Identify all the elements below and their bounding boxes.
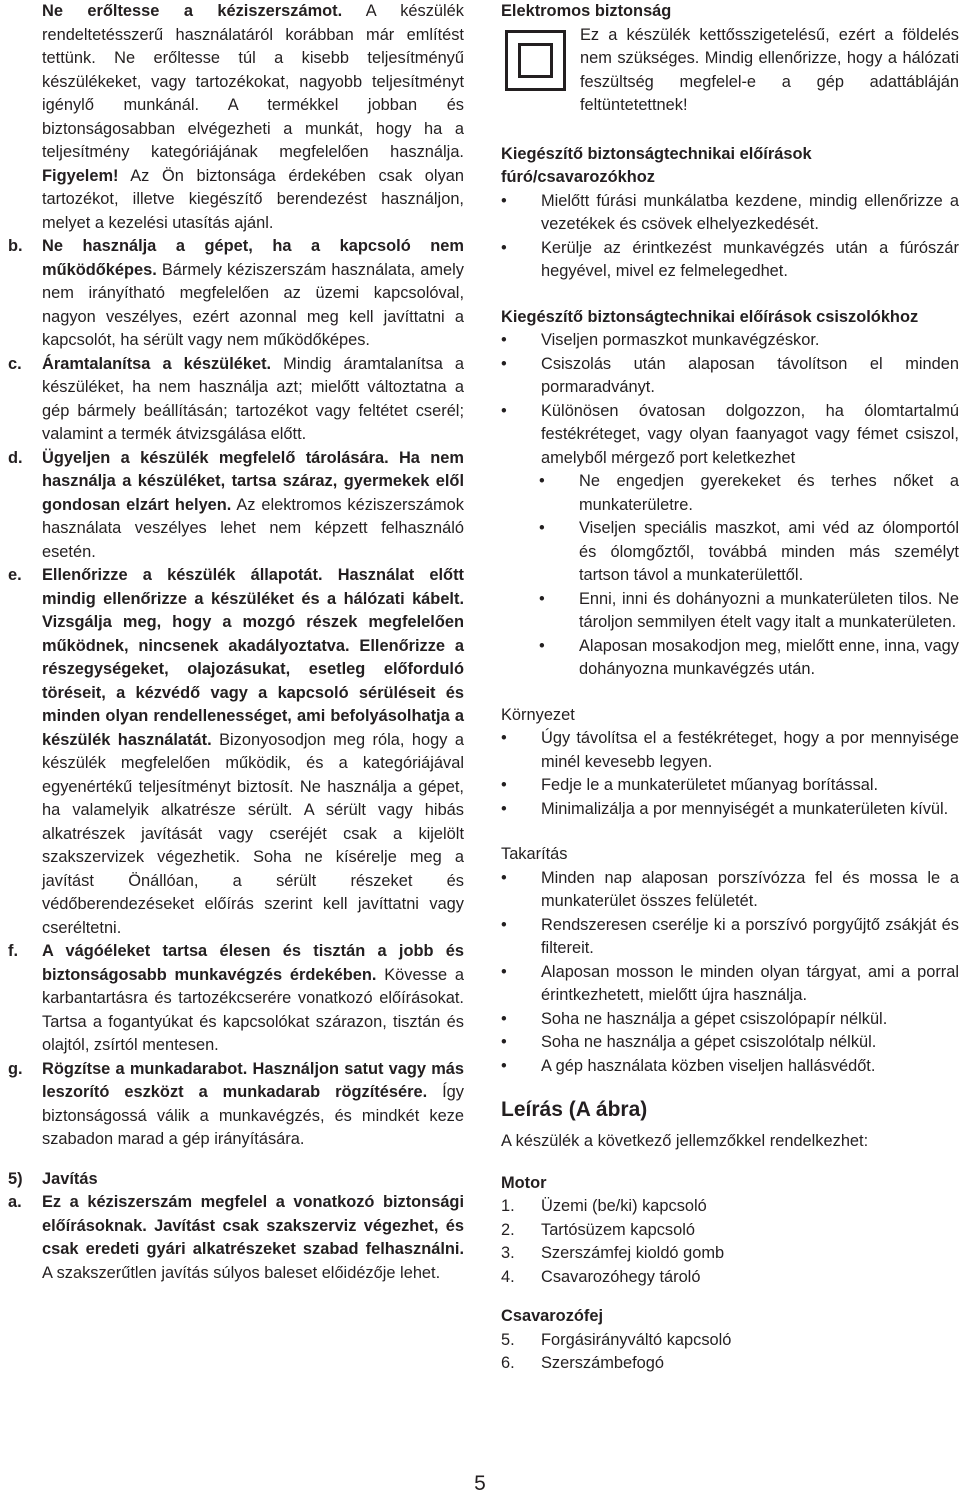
item-text: Bizonyosodjon meg róla, hogy a készülék megfelelően működik, és a kategóriájával egyenértékű teljesítményt biztosít. Ne használja a gépet, ha valamelyik alkatrésze sérült. A sérült vagy hibás alkatrészek javítását vagy cseréjét csak a kijelölt szakszervizek végezhetik. Soha ne kísérelje meg a javítást Önállóan, a sérült részeket és védőberendezéseket előírás szerint kell javíttatni vagy cseréltetni. [42,730,465,937]
list-item: • Alaposan mosakodjon meg, mielőtt enne, inna, vagy dohányozna munkavégzés után. [539,635,959,682]
item-text: Mindig áramtalanítsa a készüléket, ha nem használja azt; mielőtt változtatna a gép bármely beállításán; tartozékot vagy feltétet cserél; valamint a termék átvizsgálása előtt. [42,354,464,443]
list-item: • Mielőtt fúrási munkálatba kezdene, mindig ellenőrizze a vezetékek és csövek elhelyezkedését. [501,190,959,237]
list-item: • Soha ne használja a gépet csiszolótalp nélkül. [501,1031,959,1055]
list-item-e [8,564,464,940]
screwdriver-head-heading: Csavarozófej [501,1307,604,1325]
section-label: 5) [8,1169,23,1188]
item-bold: Ez a kéziszerszám megfelel a vonatkozó biztonsági előírásoknak. Javítást csak szakszerviz végezhet, és csak eredeti gyári alkatrészeket szabad felhasználni. [42,1193,464,1258]
item-bold: Rögzítse a munkadarabot. Használjon satut vagy más leszorító eszközt a munkadarab rögzítésére. [42,1059,464,1101]
page-number: 5 [474,1472,486,1495]
list-item: • Úgy távolítsa el a festékréteget, hogy a por mennyisége minél kevesebb legyen. [501,727,959,774]
list-item: 4. Csavarozóhegy tároló [501,1267,701,1286]
item-bold: Ügyeljen a készülék megfelelő tárolására. Ha nem használja a készüléket, tartsa száraz, gyermekek elől gondosan elzárt helyen. [42,448,464,514]
list-item: • Minimalizálja a por mennyiségét a munkaterületen kívül. [501,798,959,822]
list-item: • Soha ne használja a gépet csiszolópapír nélkül. [501,1008,959,1032]
environment-list [501,727,959,821]
section-heading-repair [8,1168,464,1192]
item-text: Kövesse a karbantartásra és tartozékcserére vonatkozó előírásokat. Tartsa a fogantyúkat és kapcsolókat szárazon, tisztán és olajtól, zsírtól mentesen. [42,965,464,1054]
list-item-g [8,1058,464,1152]
list-item: • Fedje le a munkaterületet műanyag borítással. [501,774,959,798]
item-label: g. [8,1059,23,1078]
list-item: • Különösen óvatosan dolgozzon, ha ólomtartalmú festékréteget, vagy olyan faanyagot vagy fémet csiszol, amelyből mérgező port keletkezhet [501,400,959,471]
list-item: • Ne engedjen gyerekeket és terhes nőket a munkaterületre. [539,470,959,517]
item-text: A szakszerűtlen javítás súlyos baleset előidézője lehet. [42,1263,441,1282]
list-item: • Minden nap alaposan porszívózza fel és mossa le a munkaterület összes felületét. [501,867,959,914]
description-intro: A készülék a következő jellemzőkkel rendelkezhet: [501,1132,869,1150]
item-bold: Áramtalanítsa a készüléket. [42,354,272,373]
cleaning-list [501,867,959,1079]
grinder-safety-list [501,329,959,470]
drill-safety-heading: Kiegészítő biztonságtechnikai előírások fúró/csavarozókhoz [501,144,812,186]
list-item: • Alaposan mosson le minden olyan tárgyat, ami a porral érintkezhetett, mielőtt újra használja. [501,961,959,1008]
item-bold: Ellenőrizze a készülék állapotát. Használat előtt mindig ellenőrizze a készüléket és a hálózati kábelt. Vizsgálja meg, hogy a mozgó részek megfelelően működnek, nincsenek akadályoztatva. Ellenőrizze a részegységeket, olajozásukat, esetleg előforduló töréseit, a kézvédő vagy a kapcsoló sérüléseit és minden olyan rendellenességet, ami befolyásolhatja a készülék használatát. [42,566,464,749]
cleaning-heading: Takarítás [501,845,568,863]
item-bold: A vágóéleket tartsa élesen és tisztán a jobb és biztonságosabb munkavégzés érdekében. [42,942,464,984]
list-item: 2. Tartósüzem kapcsoló [501,1220,695,1239]
intro-text-2: Az Ön biztonsága érdekében csak olyan tartozékot, illetve kiegészítő berendezést használjon, melyet a kezelési utasítás ajánl. [42,166,464,232]
list-item: • Csiszolás után alaposan távolítson el minden pormaradványt. [501,353,959,400]
motor-heading: Motor [501,1173,547,1192]
list-item-f [8,940,464,1058]
item-text: Így biztonságossá válik a munkavégzés, és mindkét keze szabadon marad a gép irányítására. [42,1083,464,1148]
list-item: 5. Forgásirányváltó kapcsoló [501,1330,732,1349]
section-title: Javítás [42,1169,98,1188]
electrical-safety-heading: Elektromos biztonság [501,2,672,20]
list-item: 1. Üzemi (be/ki) kapcsoló [501,1197,707,1215]
list-item-c [8,353,464,447]
item-text: Az elektromos kéziszerszámok használata veszélyes lehet nem képzett felhasználó esetén. [42,495,464,561]
item-label: c. [8,354,22,373]
environment-heading: Környezet [501,705,575,724]
description-heading: Leírás (A ábra) [501,1098,648,1121]
screwdriver-head-list [501,1329,959,1376]
right-column [501,0,959,1376]
list-item: • Viseljen speciális maszkot, ami véd az ólomportól és ólomgőztől, továbbá minden más személyt tartson távol a munkaterülettől. [539,517,959,588]
drill-safety-list [501,190,959,284]
item-label: e. [8,566,22,584]
item-label: b. [8,237,23,255]
intro-paragraph [8,0,464,235]
intro-text-1: A készülék rendeltetésszerű használatáról korábban már említést tettünk. Ne erőltesse túl a kisebb teljesítményű készülékeket, vagy tartozékokat, nagyobb teljesítményt igénylő munkánál. A termékkel jobban és biztonságosabban elvégezheti a munkát, hogy ha a teljesítmény kategóriájának megfelelően használja. [42,2,464,161]
list-item: • A gép használata közben viseljen hallásvédőt. [501,1055,959,1079]
intro-bold-1: Ne erőltesse a kéziszerszámot. [42,2,343,20]
left-column [8,0,464,1285]
electrical-safety-text: Ez a készülék kettősszigetelésű, ezért a földelés nem szükséges. Mindig ellenőrizze, hogy a hálózati feszültség megfelel-e a gép adattábláján feltüntetettnek! [580,25,959,114]
grinder-safety-heading: Kiegészítő biztonságtechnikai előírások csiszolókhoz [501,307,919,326]
intro-bold-2: Figyelem! [42,166,119,185]
list-item: • Kerülje az érintkezést munkavégzés után a fúrószár hegyével, mivel ez felmelegedhet. [501,237,959,284]
item-text: Bármely kéziszerszám használata, amely nem irányítható megfelelően az üzemi kapcsolóval, nagyon veszélyes, ezért azonnal meg kell javíttatni a kapcsolót, ha sérült vagy nem működőképes. [42,260,464,349]
list-item: • Rendszeresen cserélje ki a porszívó porgyűjtő zsákját és filtereit. [501,914,959,961]
list-item: 6. Szerszámbefogó [501,1354,664,1372]
item-label: d. [8,448,23,467]
list-item-a [8,1191,464,1285]
item-label: a. [8,1193,22,1211]
motor-list [501,1195,959,1289]
list-item: • Viseljen pormaszkot munkavégzéskor. [501,329,959,353]
grinder-safety-sublist [539,470,959,682]
list-item: • Enni, inni és dohányozni a munkaterületen tilos. Ne tároljon semmilyen ételt vagy italt a munkaterületen. [539,588,959,635]
list-item-b [8,235,464,353]
item-label: f. [8,942,19,960]
item-bold: Ne használja a gépet, ha a kapcsoló nem működőképes. [42,237,464,279]
list-item: 3. Szerszámfej kioldó gomb [501,1244,725,1262]
list-item-d [8,447,464,565]
